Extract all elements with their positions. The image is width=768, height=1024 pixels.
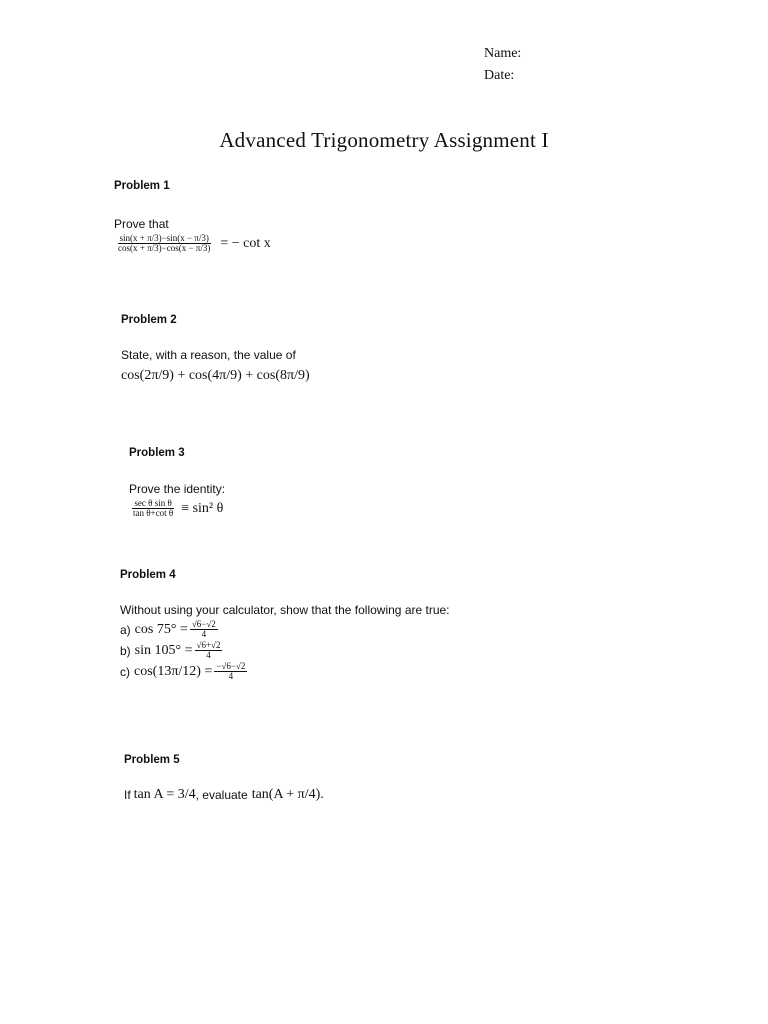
problem-1-text: Prove that [114, 217, 169, 231]
problem-5-statement [124, 787, 324, 803]
problem-4-item-a [120, 620, 220, 640]
problem-4-text: Without using your calculator, show that the following are true: [120, 603, 450, 617]
p1-num-left: sin(x + π/3) [119, 233, 162, 243]
p5-math-b: tan(A + π/4). [251, 787, 324, 802]
problem-2-text: State, with a reason, the value of [121, 348, 296, 362]
problem-3-title: Problem 3 [129, 447, 185, 459]
name-label: Name: [484, 46, 522, 61]
p1-rhs: = − cot x [220, 235, 271, 251]
p4b-lhs: sin 105° = [134, 642, 193, 658]
date-label: Date: [484, 68, 515, 83]
p5-mid-text: , evaluate [195, 788, 248, 802]
problem-1-title: Problem 1 [114, 180, 170, 192]
p4a-numerator: √6−√2 [191, 619, 216, 629]
p4a-denominator: 4 [201, 629, 207, 640]
problem-4-item-c [120, 662, 249, 682]
p1-num-minus: − [161, 233, 167, 243]
p4b-label: b) [120, 643, 131, 658]
problem-5-title: Problem 5 [124, 754, 180, 766]
p4a-label: a) [120, 622, 131, 637]
problem-3-equation [129, 499, 223, 519]
p3-numerator: sec θ sin θ [134, 498, 172, 508]
p1-den-left: cos(x + π/3) [118, 243, 162, 254]
problem-4-item-b [120, 641, 224, 661]
p1-den-minus: − [161, 243, 167, 254]
p4a-lhs: cos 75° = [134, 621, 188, 637]
problem-1-equation [114, 234, 271, 254]
p5-math-a: tan A = 3/4 [133, 787, 196, 802]
p1-den-right: cos(x − π/3) [166, 243, 211, 254]
page-title: Advanced Trigonometry Assignment I [219, 128, 549, 152]
p4c-denominator: 4 [228, 671, 234, 682]
p4b-denominator: 4 [206, 650, 211, 661]
p3-denominator: tan θ+cot θ [133, 508, 174, 519]
p4c-label: c) [120, 664, 130, 679]
problem-4-title: Problem 4 [120, 569, 176, 581]
problem-2-title: Problem 2 [121, 314, 177, 326]
p1-num-right: sin(x − π/3) [166, 233, 209, 243]
p4b-numerator: √6+√2 [196, 640, 221, 650]
p3-rhs: ≡ sin² θ [181, 500, 224, 516]
p4c-lhs: cos(13π/12) = [134, 663, 213, 679]
problem-3-text: Prove the identity: [129, 482, 226, 496]
p5-prefix: If [124, 788, 131, 802]
p4c-numerator: −√6−√2 [216, 661, 246, 671]
problem-2-expression: cos(2π/9) + cos(4π/9) + cos(8π/9) [121, 368, 310, 383]
